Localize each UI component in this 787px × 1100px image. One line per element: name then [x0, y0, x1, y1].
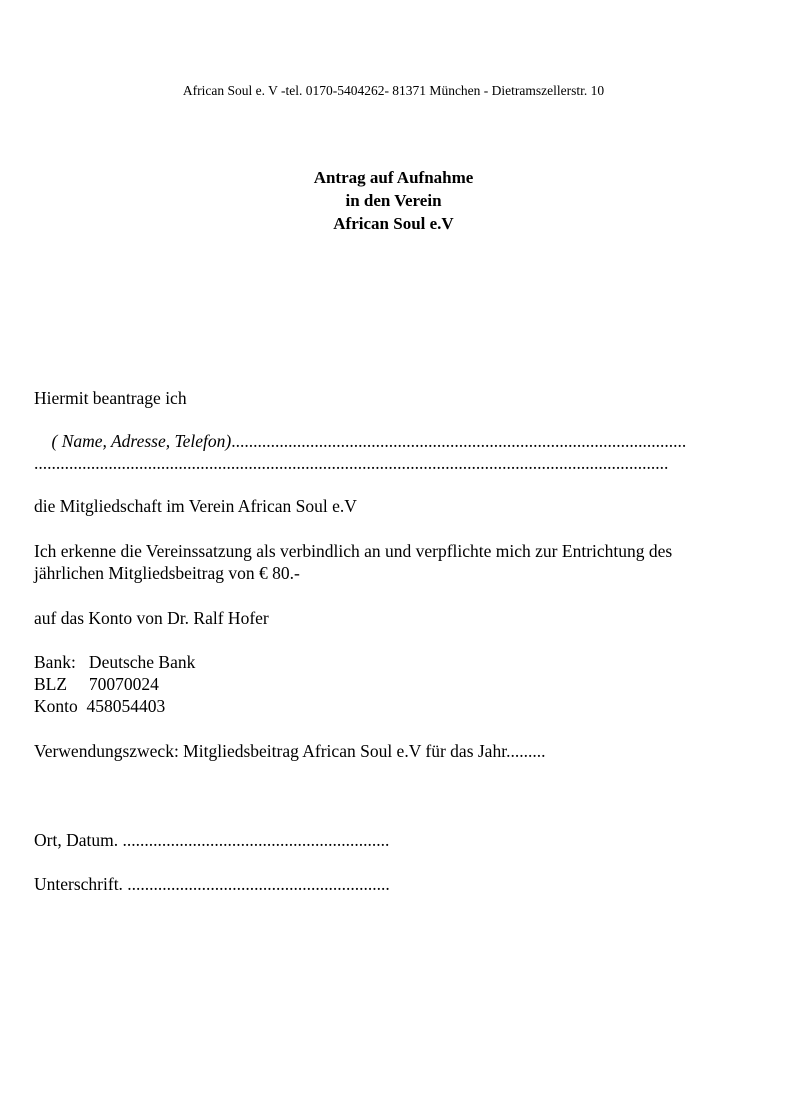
blz-line: BLZ 70070024 — [34, 674, 159, 694]
membership-text: die Mitgliedschaft im Verein African Soul e.V — [34, 496, 357, 516]
place-date-field[interactable]: Ort, Datum. ............................................................. — [34, 830, 390, 850]
intro-text: Hiermit beantrage ich — [34, 388, 187, 408]
bank-line: Bank: Deutsche Bank — [34, 652, 196, 672]
header-contact-line: African Soul e. V -tel. 0170-5404262- 81371 München - Dietramszellerstr. 10 — [182, 83, 605, 98]
title-line-3: African Soul e.V — [333, 214, 454, 233]
name-fill-dots: ........................................................................................................ — [231, 431, 687, 451]
acknowledge-line-2: jährlichen Mitgliedsbeitrag von € 80.- — [34, 563, 300, 583]
account-holder-text: auf das Konto von Dr. Ralf Hofer — [34, 608, 269, 628]
name-prompt: ( Name, Adresse, Telefon) — [51, 431, 232, 451]
purpose-line[interactable]: Verwendungszweck: Mitgliedsbeitrag African Soul e.V für das Jahr......... — [34, 741, 546, 761]
acknowledge-line-1: Ich erkenne die Vereinssatzung als verbindlich an und verpflichte mich zur Entrichtung des — [34, 541, 673, 561]
signature-field[interactable]: Unterschrift. ............................................................ — [34, 874, 390, 894]
title-line-1: Antrag auf Aufnahme — [313, 168, 474, 187]
konto-line: Konto 458054403 — [34, 696, 166, 716]
name-field-line-2[interactable]: ................................................................................................................................................. — [34, 453, 669, 473]
title-line-2: in den Verein — [345, 191, 442, 210]
